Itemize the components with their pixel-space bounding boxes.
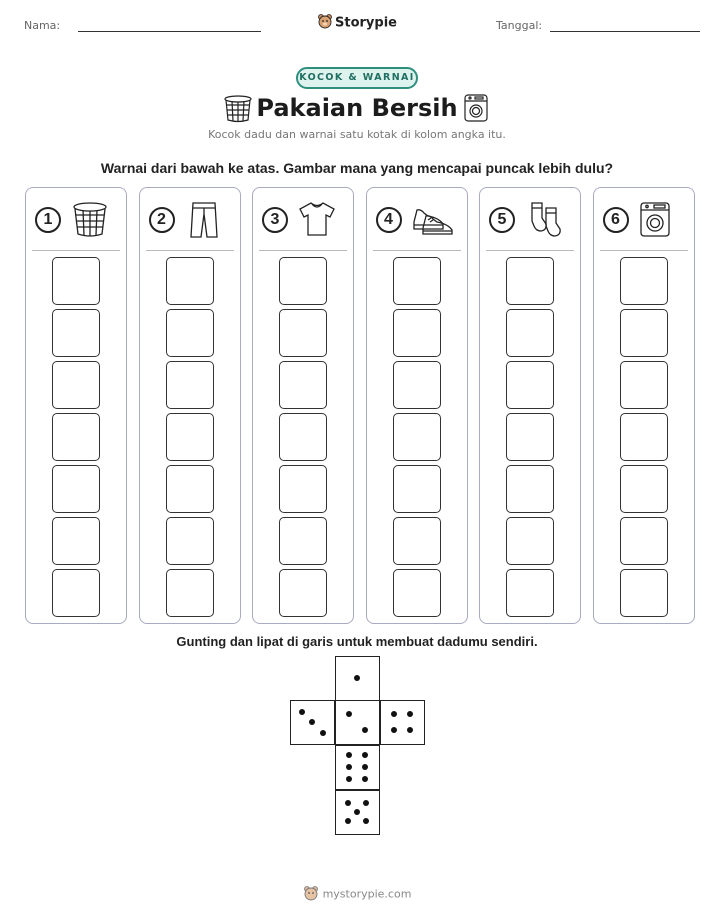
die-face-3 [290, 700, 335, 745]
die-pip [362, 752, 368, 758]
date-field[interactable] [496, 19, 700, 32]
color-box[interactable] [393, 361, 441, 409]
column-6 [593, 187, 695, 624]
column-divider [146, 250, 234, 251]
column-divider [373, 250, 461, 251]
color-box[interactable] [52, 309, 100, 357]
die-pip [362, 764, 368, 770]
laundry-basket-icon [70, 200, 114, 240]
color-box[interactable] [279, 413, 327, 461]
pants-icon [184, 200, 228, 240]
column-header [140, 200, 240, 242]
color-box[interactable] [393, 569, 441, 617]
subtitle: Kocok dadu dan warnai satu kotak di kolom angka itu. [208, 128, 506, 141]
column-number: 5 [489, 207, 515, 233]
column-header [480, 200, 580, 242]
color-box[interactable] [620, 569, 668, 617]
column-2 [139, 187, 241, 624]
color-box[interactable] [279, 465, 327, 513]
color-box[interactable] [279, 361, 327, 409]
color-box[interactable] [506, 569, 554, 617]
die-pip [362, 727, 368, 733]
color-box[interactable] [506, 465, 554, 513]
column-4 [366, 187, 468, 624]
title-row [0, 91, 714, 125]
color-box[interactable] [506, 309, 554, 357]
die-pip [407, 727, 413, 733]
die-pip [346, 752, 352, 758]
color-box[interactable] [279, 517, 327, 565]
die-pip [363, 818, 369, 824]
sneakers-icon [411, 200, 455, 240]
socks-icon [524, 200, 568, 240]
color-box[interactable] [393, 309, 441, 357]
bear-logo-icon [317, 13, 333, 33]
column-number: 6 [603, 207, 629, 233]
color-box[interactable] [279, 569, 327, 617]
die-pip [346, 764, 352, 770]
color-box[interactable] [393, 465, 441, 513]
footer-url: mystorypie.com [322, 887, 412, 901]
cut-instruction: Gunting dan lipat di garis untuk membuat dadumu sendiri. [176, 634, 538, 649]
tshirt-icon [297, 200, 341, 240]
column-divider [32, 250, 120, 251]
column-number: 1 [35, 207, 61, 233]
column-header [367, 200, 467, 242]
die-face-6 [335, 745, 380, 790]
column-header [253, 200, 353, 242]
page-title: Pakaian Bersih [256, 94, 458, 122]
color-box[interactable] [52, 257, 100, 305]
activity-badge: KOCOK & WARNAI [296, 67, 418, 89]
color-box[interactable] [620, 309, 668, 357]
die-pip [354, 809, 360, 815]
die-pip [391, 727, 397, 733]
laundry-basket-icon [222, 93, 254, 127]
die-face-2 [335, 700, 380, 745]
color-box[interactable] [166, 569, 214, 617]
color-box[interactable] [506, 257, 554, 305]
column-5 [479, 187, 581, 624]
column-number: 2 [149, 207, 175, 233]
color-box[interactable] [279, 257, 327, 305]
washing-machine-icon [463, 93, 489, 127]
color-box[interactable] [52, 413, 100, 461]
die-face-5 [335, 790, 380, 835]
footer [0, 885, 714, 904]
die-pip [346, 711, 352, 717]
brand-name: Storypie [335, 15, 397, 31]
column-divider [600, 250, 688, 251]
column-divider [259, 250, 347, 251]
die-pip [345, 818, 351, 824]
die-face-1 [335, 656, 380, 701]
die-pip [407, 711, 413, 717]
color-box[interactable] [506, 517, 554, 565]
color-box[interactable] [620, 361, 668, 409]
color-box[interactable] [166, 361, 214, 409]
die-pip [345, 800, 351, 806]
footer-bear-icon [303, 885, 319, 904]
column-number: 4 [376, 207, 402, 233]
color-box[interactable] [52, 569, 100, 617]
color-box[interactable] [166, 517, 214, 565]
color-box[interactable] [279, 309, 327, 357]
color-box[interactable] [393, 257, 441, 305]
die-pip [309, 719, 315, 725]
color-box[interactable] [393, 517, 441, 565]
washing-machine-icon [638, 200, 682, 240]
color-box[interactable] [620, 413, 668, 461]
column-1 [25, 187, 127, 624]
column-header [26, 200, 126, 242]
die-face-4 [380, 700, 425, 745]
die-pip [320, 730, 326, 736]
name-label: Nama: [24, 19, 61, 32]
color-box[interactable] [620, 257, 668, 305]
die-pip [299, 709, 305, 715]
die-pip [362, 776, 368, 782]
column-divider [486, 250, 574, 251]
color-box[interactable] [52, 465, 100, 513]
color-box[interactable] [166, 413, 214, 461]
color-box[interactable] [166, 465, 214, 513]
die-pip [354, 675, 360, 681]
column-3 [252, 187, 354, 624]
die-pip [363, 800, 369, 806]
color-box[interactable] [620, 517, 668, 565]
color-box[interactable] [166, 257, 214, 305]
color-box[interactable] [52, 517, 100, 565]
color-box[interactable] [166, 309, 214, 357]
color-box[interactable] [393, 413, 441, 461]
column-header [594, 200, 694, 242]
color-box[interactable] [506, 413, 554, 461]
color-box[interactable] [506, 361, 554, 409]
instruction: Warnai dari bawah ke atas. Gambar mana yang mencapai puncak lebih dulu? [100, 160, 614, 176]
color-box[interactable] [52, 361, 100, 409]
date-label: Tanggal: [496, 19, 543, 32]
date-line[interactable] [550, 19, 700, 32]
color-box[interactable] [620, 465, 668, 513]
dice-net [290, 656, 425, 835]
die-pip [391, 711, 397, 717]
die-pip [346, 776, 352, 782]
column-number: 3 [262, 207, 288, 233]
